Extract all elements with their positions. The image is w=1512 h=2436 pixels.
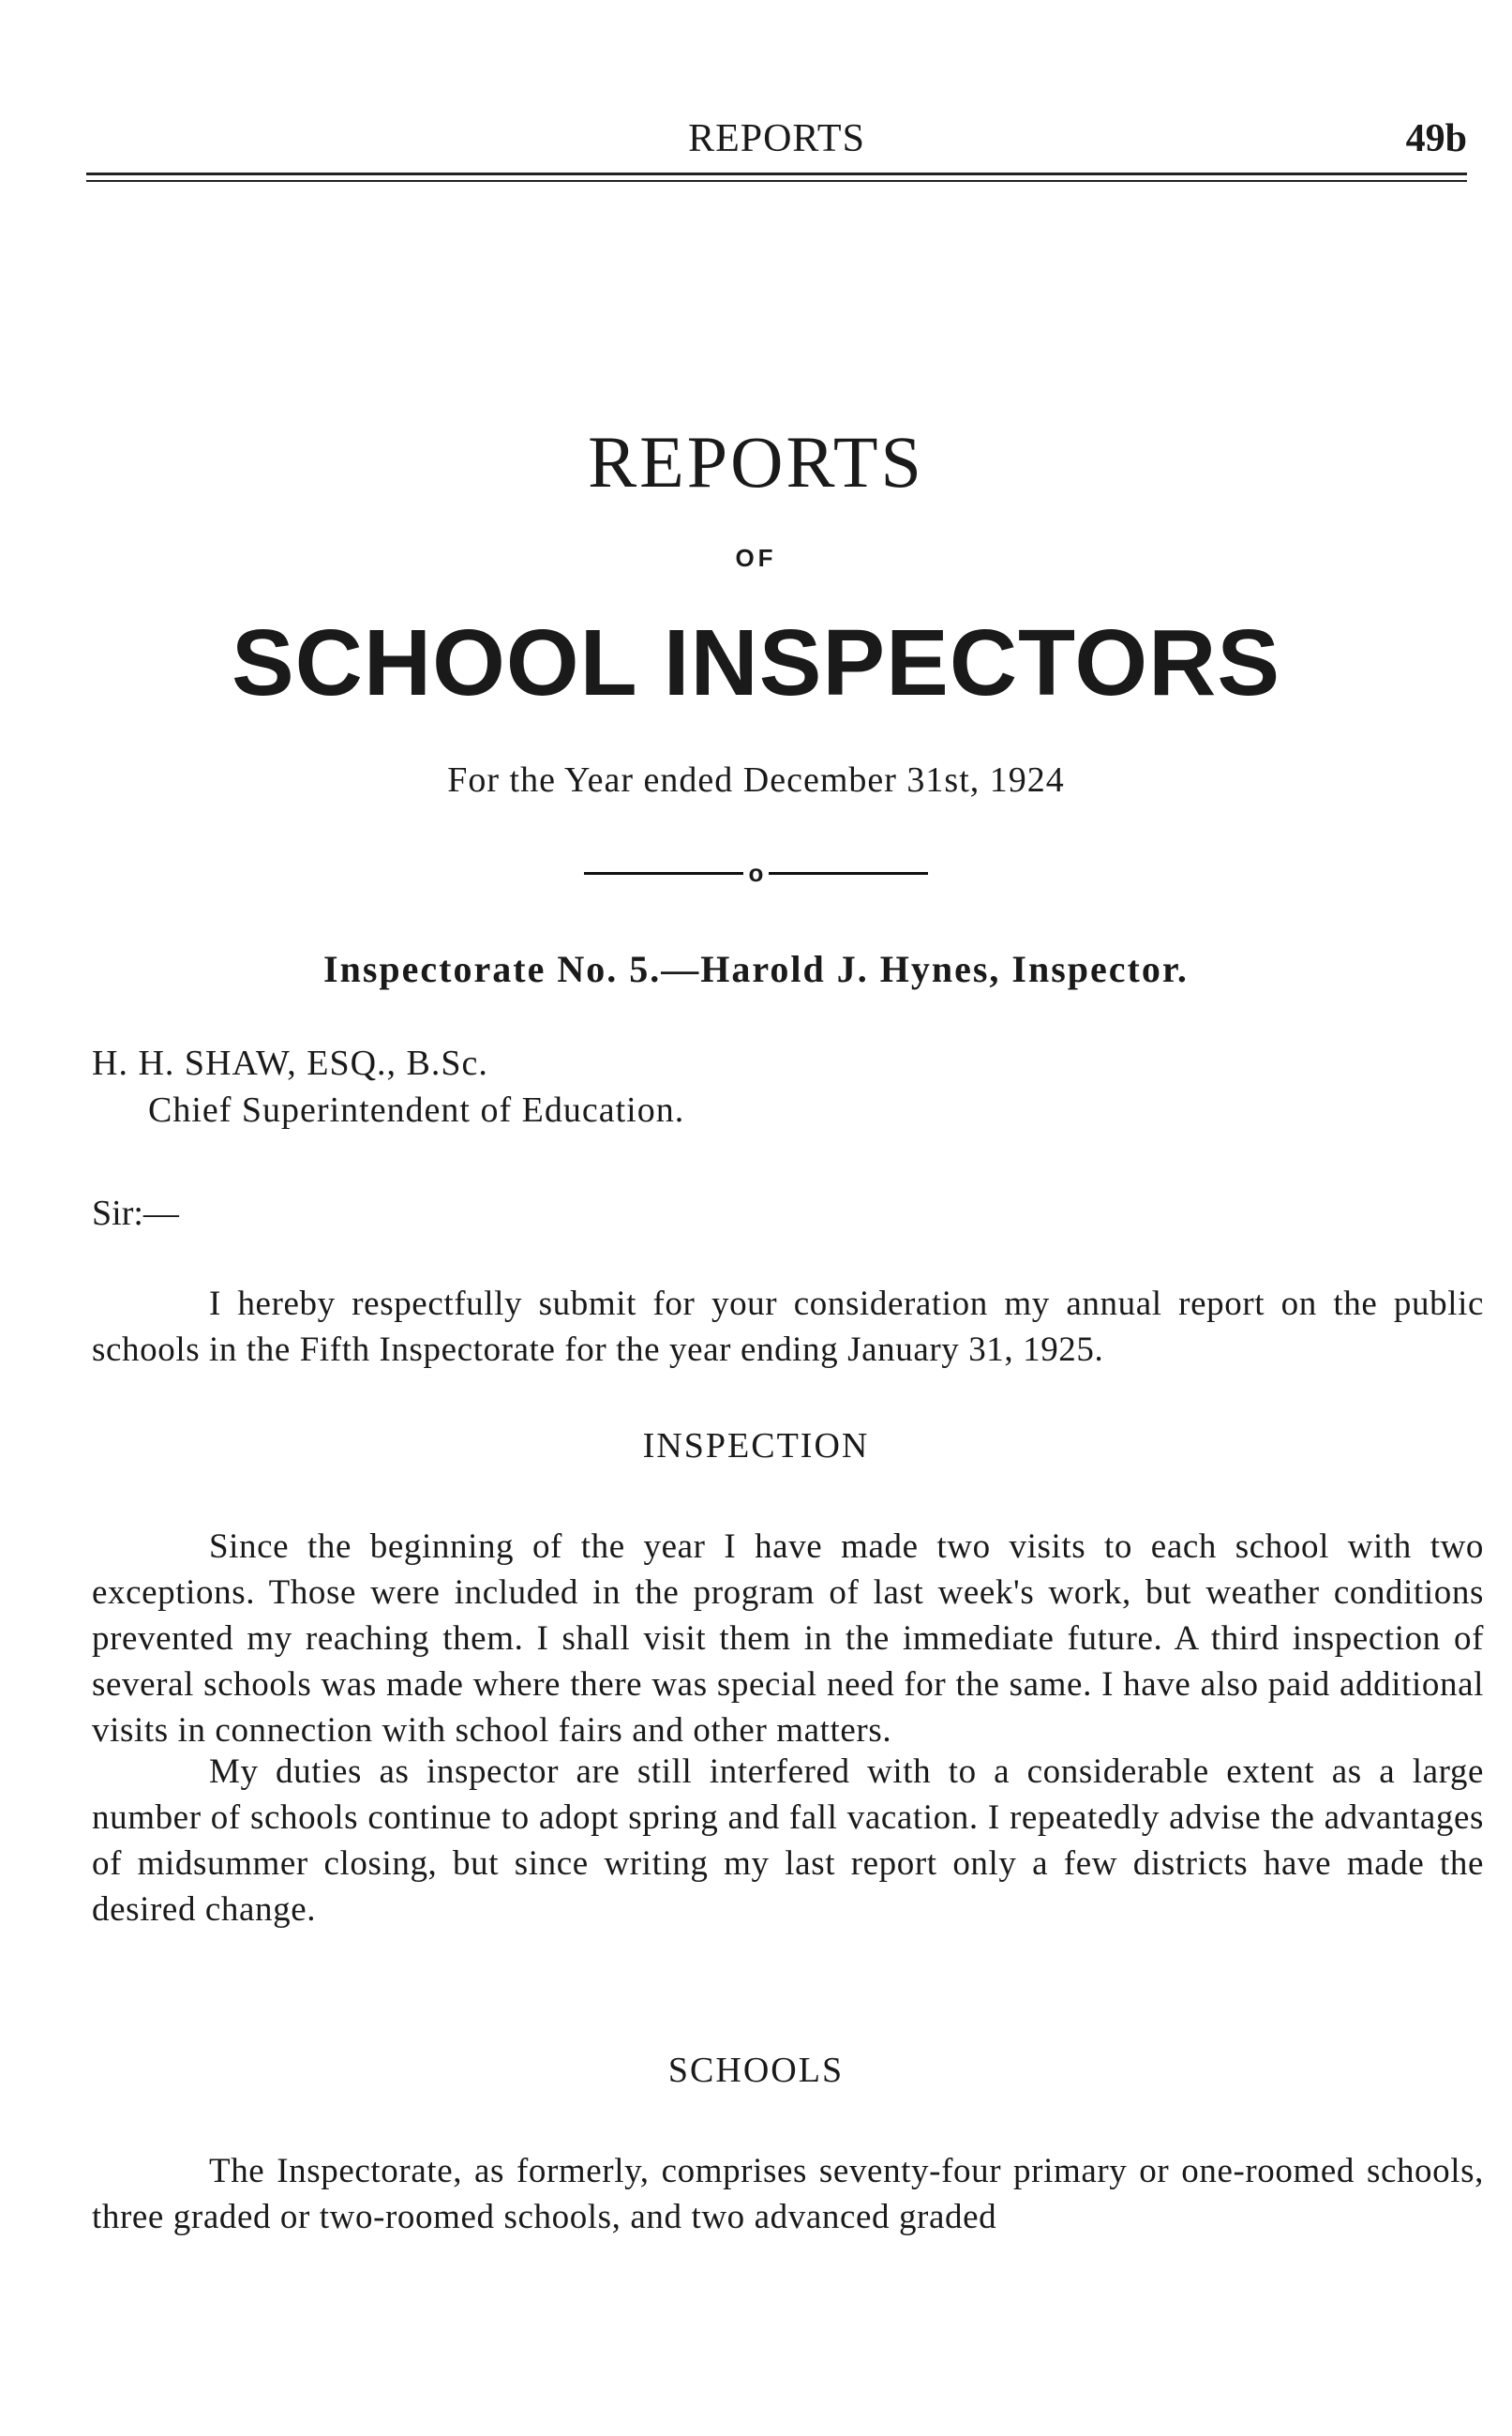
title-reports: REPORTS xyxy=(588,421,924,503)
page-number: 49b xyxy=(1405,117,1467,160)
inspection-paragraph-1-text: Since the beginning of the year I have made two visits to each school with two exceptions. Those were included in the program of last week's work, but weather conditions prevented my reaching them. I shall visit them in the immediate future. A third inspection of several schools was made where there was special need for the same. I have also paid additional visits in connection with school fairs and other matters. xyxy=(92,1527,1484,1750)
section-divider xyxy=(0,857,1512,888)
running-head-title: REPORTS xyxy=(688,117,865,160)
running-head xyxy=(86,113,1467,165)
schools-paragraph-1 xyxy=(92,2148,1484,2240)
salutation: Sir:— xyxy=(92,1194,179,1233)
header-rule xyxy=(86,173,1467,175)
divider-dash-right xyxy=(769,872,928,875)
inspection-paragraph-2 xyxy=(92,1749,1484,1932)
section-heading-schools: SCHOOLS xyxy=(667,2051,845,2090)
intro-paragraph xyxy=(92,1281,1484,1373)
header-rule-double xyxy=(86,180,1467,182)
divider-dash-left xyxy=(584,872,743,875)
divider-mark: o xyxy=(748,858,764,887)
title-of: OF xyxy=(735,544,777,572)
title-school-inspectors: SCHOOL INSPECTORS xyxy=(231,610,1281,715)
title-subtitle: For the Year ended December 31st, 1924 xyxy=(447,760,1065,800)
intro-paragraph-text: I hereby respectfully submit for your consideration my annual report on the public schools in the Fifth Inspectorate for the year ending January 31, 1925. xyxy=(92,1285,1484,1369)
inspectorate-heading: Inspectorate No. 5.—Harold J. Hynes, Inspector. xyxy=(323,948,1189,990)
inspection-paragraph-2-text: My duties as inspector are still interfered with to a considerable extent as a large number of schools continue to adopt spring and fall vacation. I repeatedly advise the advantages of midsummer closing, but since writing my last report only a few districts have made the desired change. xyxy=(92,1752,1484,1929)
section-heading-inspection: INSPECTION xyxy=(642,1426,870,1466)
inspection-paragraph-1 xyxy=(92,1524,1484,1753)
addressee-position: Chief Superintendent of Education. xyxy=(148,1090,685,1130)
addressee-name: H. H. SHAW, ESQ., B.Sc. xyxy=(92,1044,488,1083)
schools-paragraph-1-text: The Inspectorate, as formerly, comprises seventy-four primary or one-roomed schools, three graded or two-roomed schools, and two advanced graded xyxy=(92,2152,1484,2236)
